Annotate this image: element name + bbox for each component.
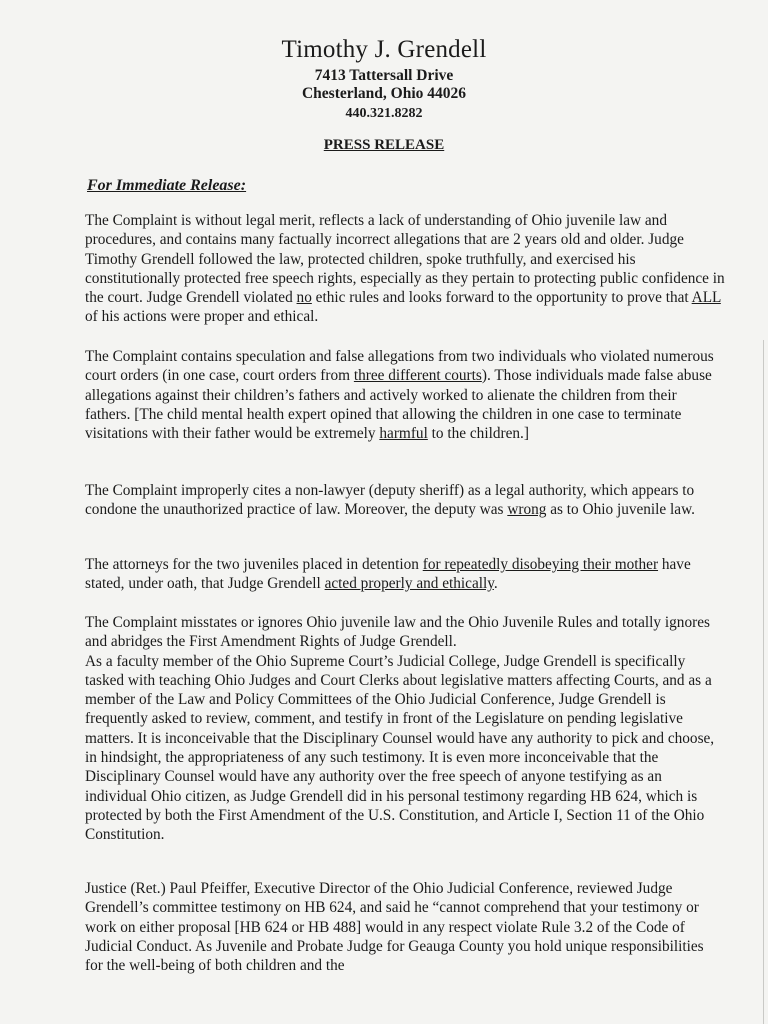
p4-text-c: .: [493, 575, 498, 593]
immediate-release-label: For Immediate Release:: [87, 177, 247, 194]
paragraph-attorneys: [85, 555, 725, 594]
p1-underline-all: ALL: [691, 289, 721, 307]
p6-text-a: Justice (Ret.) Paul Pfeiffer, Executive Director of the Ohio Judicial Conference, reviewed Judge Grendell’s committee testimony on HB 624, and said he “cannot comprehend that your testimony or work on either proposal [HB 624 or HB 488] would in any respect violate Rule 3.2 of the Code of Judicial Conduct. As Juvenile and Probate Judge for Geauga County you hold unique responsibilities for the well-being of both children and the: [85, 880, 704, 975]
p4-underline-ethically: acted properly and ethically: [324, 575, 494, 593]
p1-text-a: The Complaint is without legal merit, reflects a lack of understanding of Ohio juvenile law and procedures, and contains many factually incorrect allegations that are 2 years old and older. Judge Timothy Grendell followed the law, protected children, spoke truthfully, and exercised his constitutionally protected free speech rights, especially as they pertain to protecting public confidence in the court. Judge Grendell violated: [85, 212, 725, 307]
paragraph-legal-merit: [85, 211, 725, 327]
p2-text-b: ). Those individuals made false abuse allegations against their children’s fathers and actively worked to alienate the children from their fathers. [The child mental health expert opined that allowing the children in one case to terminate visitations with their father would be extremely: [85, 367, 712, 443]
letterhead-street: 7413 Tattersall Drive: [314, 67, 454, 84]
p5-text-b: As a faculty member of the Ohio Supreme Court’s Judicial College, Judge Grendell is specifically tasked with teaching Ohio Judges and Court Clerks about legislative matters affecting Courts, and as a member of the Law and Policy Committees of the Ohio Judicial Conference, Judge Grendell is frequently asked to review, comment, and testify in front of the Legislature on pending legislative matters. It is inconceivable that the Disciplinary Counsel would have any authority to pick and choose, in hindsight, the appropriateness of any such testimony. It is even more inconceivable that the Disciplinary Counsel would have any authority over the free speech of anyone testifying as an individual Ohio citizen, as Judge Grendell did in his personal testimony regarding HB 624, which is protected by both the First Amendment of the U.S. Constitution, and Article I, Section 11 of the Ohio Constitution.: [85, 652, 715, 844]
p1-underline-no: no: [296, 289, 312, 307]
p2-underline-courts: three different courts: [353, 367, 482, 385]
paragraph-first-amendment: [85, 613, 725, 845]
p3-text-a: The Complaint improperly cites a non-lawyer (deputy sheriff) as a legal authority, which appears to condone the unauthorized practice of law. Moreover, the deputy was: [85, 482, 695, 519]
p4-underline-disobeying: for repeatedly disobeying their mother: [422, 556, 659, 573]
paragraph-false-allegations: [85, 347, 725, 443]
p2-text-c: to the children.]: [427, 425, 529, 443]
p2-underline-harmful: harmful: [379, 425, 428, 443]
paragraph-pfeiffer-quote: [85, 879, 725, 975]
p4-text-b: have stated, under oath, that Judge Grendell: [85, 556, 691, 593]
paragraph-non-lawyer: [85, 481, 725, 520]
p2-text-a: The Complaint contains speculation and false allegations from two individuals who violated numerous court orders (in one case, court orders from: [85, 348, 714, 385]
p1-text-b: ethic rules and looks forward to the opportunity to prove that: [311, 289, 692, 307]
p4-text-a: The attorneys for the two juveniles placed in detention: [85, 556, 423, 573]
p5-text-a: The Complaint misstates or ignores Ohio juvenile law and the Ohio Juvenile Rules and totally ignores and abridges the First Amendment Rights of Judge Grendell.: [85, 614, 710, 651]
scan-edge-line: [763, 340, 764, 1024]
letterhead-name: Timothy J. Grendell: [281, 36, 487, 63]
p1-text-c: of his actions were proper and ethical.: [85, 308, 319, 326]
press-release-heading: PRESS RELEASE: [323, 137, 445, 153]
p3-underline-wrong: wrong: [507, 501, 547, 519]
p3-text-b: as to Ohio juvenile law.: [546, 501, 695, 519]
letterhead-city: Chesterland, Ohio 44026: [301, 85, 467, 102]
letterhead-phone: 440.321.8282: [345, 106, 423, 121]
